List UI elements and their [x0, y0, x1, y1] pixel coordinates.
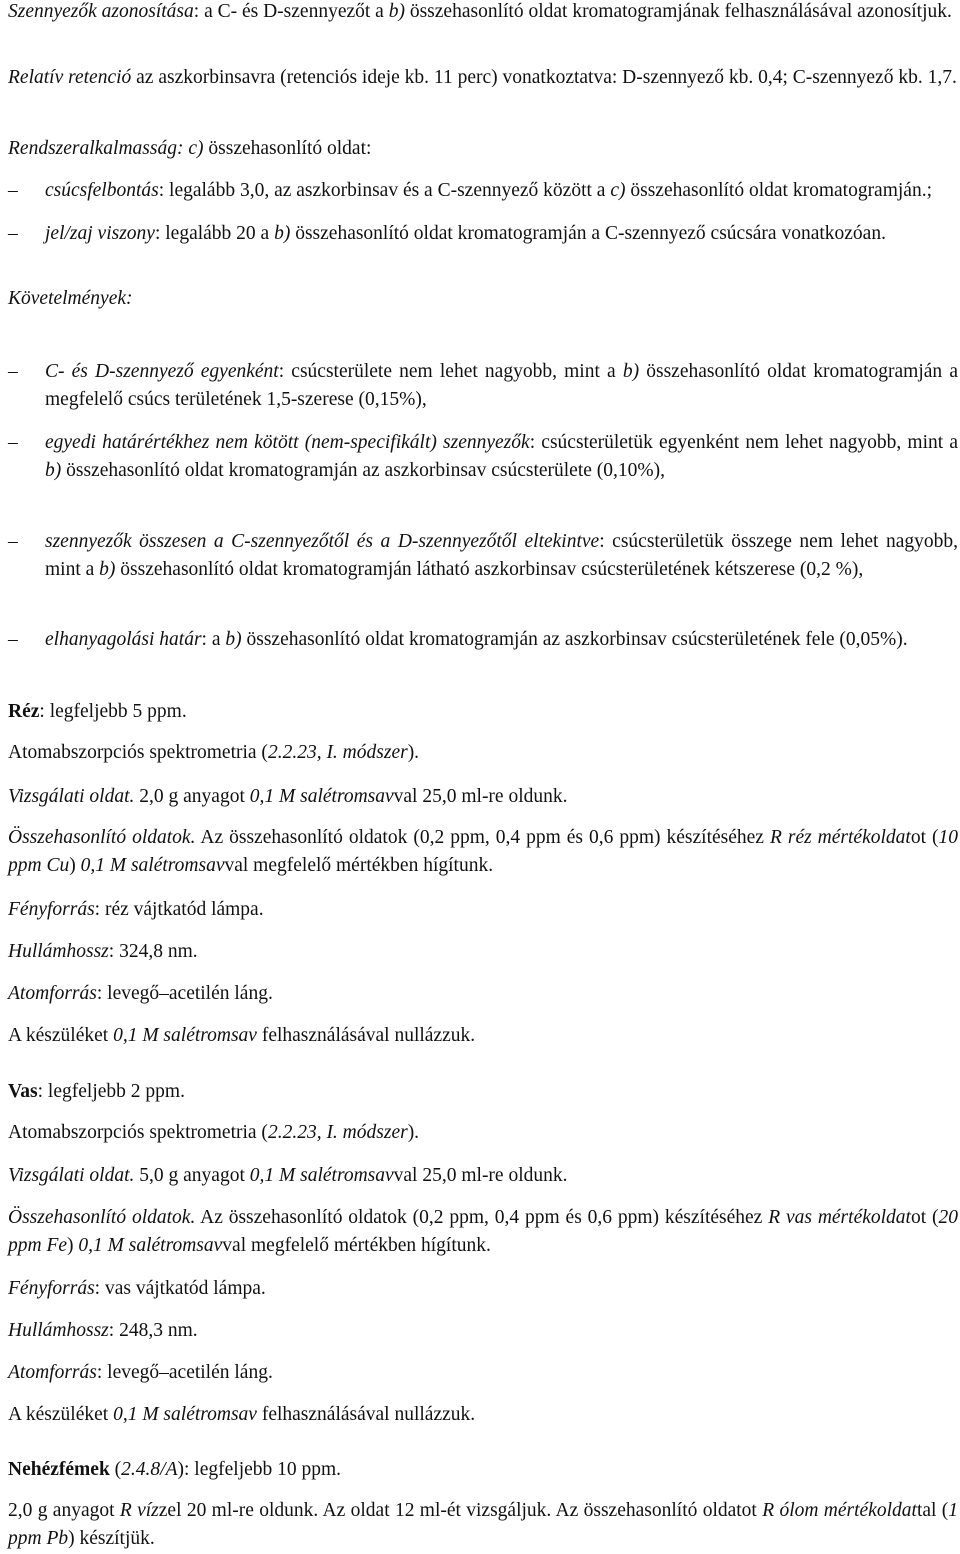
list-dash: – — [8, 361, 18, 382]
copper-test-solution: Vizsgálati oldat. 2,0 g anyagot 0,1 M salétromsavval 25,0 ml-re oldunk. — [8, 786, 568, 807]
iron-test-solution: Vizsgálati oldat. 5,0 g anyagot 0,1 M salétromsavval 25,0 ml-re oldunk. — [8, 1165, 568, 1186]
list-dash: – — [8, 180, 18, 201]
iron-heading: Vas: legfeljebb 2 ppm. — [8, 1081, 185, 1102]
requirements-heading: Követelmények: — [8, 288, 133, 309]
list-dash: – — [8, 629, 18, 650]
iron-light-source: Fényforrás: vas vájtkatód lámpa. — [8, 1278, 266, 1299]
list-dash: – — [8, 531, 18, 552]
heavy-metals-procedure: 2,0 g anyagot R vízzel 20 ml-re oldunk. Az oldat 12 ml-ét vizsgáljuk. Az összehasonlító oldatot R ólom mértékoldattal (1 ppm Pb) készítjük. — [8, 1500, 959, 1549]
list-item: – elhanyagolási határ: a b) összehasonlító oldat kromatogramján az aszkorbinsav csúcsterületének fele (0,05%). — [8, 626, 958, 654]
list-item: – egyedi határértékhez nem kötött (nem-specifikált) szennyezők: csúcsterületük egyenként nem lehet nagyobb, mint a b) összehasonlító oldat kromatogramján az aszkorbinsav csúcsterülete (0,10%), — [8, 429, 958, 485]
list-item: – C- és D-szennyező egyenként: csúcsterülete nem lehet nagyobb, mint a b) összehasonlító oldat kromatogramján a megfelelő csúcs területének 1,5-szerese (0,15%), — [8, 358, 958, 414]
iron-method: Atomabszorpciós spektrometria (2.2.23, I. módszer). — [8, 1122, 420, 1143]
iron-reference-solutions: Összehasonlító oldatok. Az összehasonlító oldatok (0,2 ppm, 0,4 ppm és 0,6 ppm) készítéséhez R vas mértékoldatot (20 ppm Fe) 0,1 M salétromsavval megfelelő mértékben hígítunk. — [8, 1207, 958, 1256]
iron-wavelength: Hullámhossz: 248,3 nm. — [8, 1320, 198, 1341]
list-dash: – — [8, 223, 18, 244]
copper-heading: Réz: legfeljebb 5 ppm. — [8, 701, 187, 722]
heavy-metals-heading: Nehézfémek (2.4.8/A): legfeljebb 10 ppm. — [8, 1459, 342, 1480]
copper-atomization: Atomforrás: levegő–acetilén láng. — [8, 983, 273, 1004]
copper-wavelength: Hullámhossz: 324,8 nm. — [8, 941, 198, 962]
list-item: – szennyezők összesen a C-szennyezőtől és a D-szennyezőtől eltekintve: csúcsterületük összege nem lehet nagyobb, mint a b) összehasonlító oldat kromatogramján látható aszkorbinsav csúcsterületének kétszerese (0,2 %), — [8, 528, 958, 584]
relative-retention: Relatív retenció az aszkorbinsavra (retenciós ideje kb. 11 perc) vonatkoztatva: D-szennyező kb. 0,4; C-szennyező kb. 1,7. — [8, 67, 957, 88]
list-item: – csúcsfelbontás: legalább 3,0, az aszkorbinsav és a C-szennyező között a c) összehasonlító oldat kromatogramján.; — [8, 177, 958, 205]
list-item: – jel/zaj viszony: legalább 20 a b) összehasonlító oldat kromatogramján a C-szennyező csúcsára vonatkozóan. — [8, 220, 958, 248]
copper-method: Atomabszorpciós spektrometria (2.2.23, I. módszer). — [8, 742, 420, 763]
copper-light-source: Fényforrás: réz vájtkatód lámpa. — [8, 899, 264, 920]
iron-atomization: Atomforrás: levegő–acetilén láng. — [8, 1362, 273, 1383]
system-suitability-heading: Rendszeralkalmasság: c) összehasonlító oldat: — [8, 138, 372, 159]
list-dash: – — [8, 432, 18, 453]
iron-zeroing: A készüléket 0,1 M salétromsav felhasználásával nullázzuk. — [8, 1404, 476, 1425]
impurity-identification: Szennyezők azonosítása: a C- és D-szennyezőt a b) összehasonlító oldat kromatogramjának felhasználásával azonosítjuk. — [8, 1, 952, 22]
copper-reference-solutions: Összehasonlító oldatok. Az összehasonlító oldatok (0,2 ppm, 0,4 ppm és 0,6 ppm) készítéséhez R réz mértékoldatot (10 ppm Cu) 0,1 M salétromsavval megfelelő mértékben hígítunk. — [8, 827, 958, 876]
copper-zeroing: A készüléket 0,1 M salétromsav felhasználásával nullázzuk. — [8, 1025, 476, 1046]
